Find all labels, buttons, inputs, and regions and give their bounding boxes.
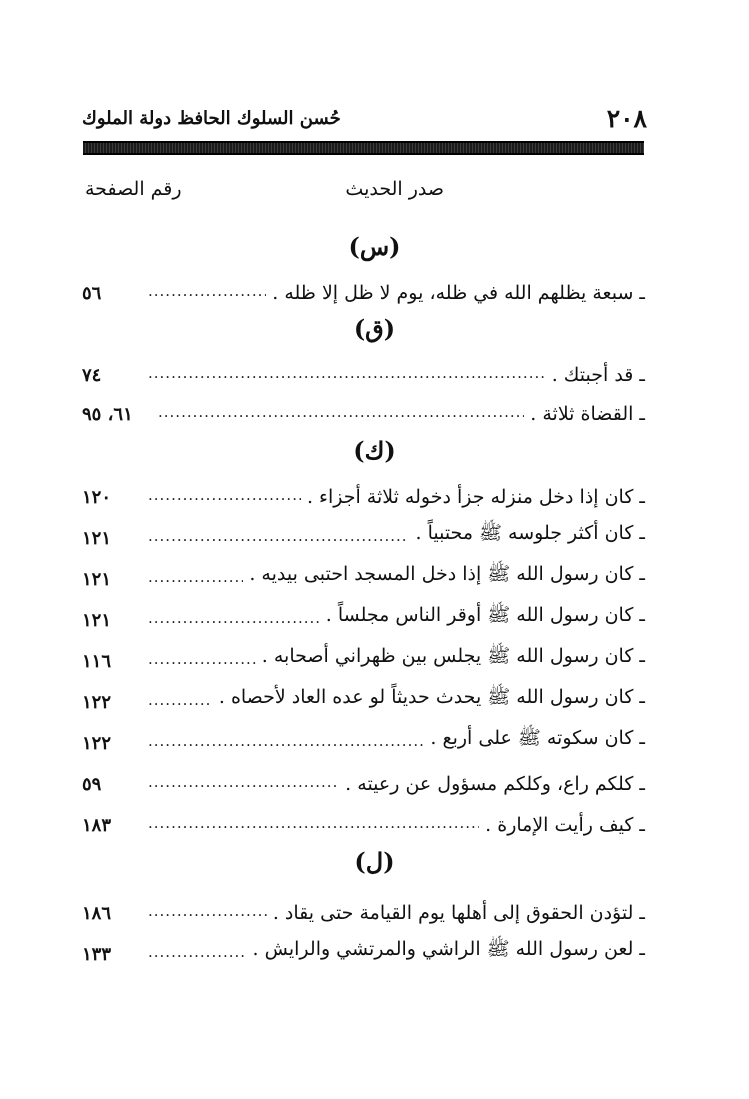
entry-text: ـ كان رسول الله ﷺ يجلس بين ظهراني أصحابه . (261, 645, 645, 667)
entry-text: ـ كان رسول الله ﷺ إذا دخل المسجد احتبى بيديه . (249, 563, 645, 585)
index-entry (82, 391, 645, 425)
index-entry (82, 720, 645, 754)
column-heading-hadith: صدر الحديث (345, 178, 444, 200)
entry-text: ـ لعن رسول الله ﷺ الراشي والمرتشي والرايش . (252, 938, 645, 960)
leader-dots (148, 568, 243, 586)
entry-text: ـ كان سكوته ﷺ على أربع . (430, 727, 645, 749)
leader-dots (148, 527, 409, 545)
entry-text: ـ كيف رأيت الإمارة . (485, 814, 645, 836)
leader-dots (148, 609, 320, 627)
running-header (82, 104, 647, 140)
index-entry (82, 761, 645, 795)
entry-text: ـ قد أجبتك . (551, 364, 645, 386)
index-entry (82, 556, 645, 590)
entry-text: ـ كان رسول الله ﷺ يحدث حديثاً لو عده العاد لأحصاه . (218, 686, 645, 708)
leader-dots (148, 691, 213, 709)
index-entry (82, 474, 645, 508)
index-entry (82, 679, 645, 713)
leader-dots (148, 650, 256, 668)
leader-dots (148, 773, 339, 791)
index-entry (82, 515, 645, 549)
entry-page: ١٨٦ (82, 903, 112, 924)
entry-page: ٧٤ (82, 365, 102, 386)
entry-page: ١٣٣ (82, 944, 112, 965)
section-letter-kaf: (ك) (353, 436, 396, 465)
section-letter-seen: (س) (348, 232, 401, 261)
leader-dots (148, 814, 479, 832)
entry-text: ـ كان إذا دخل منزله جزأ دخوله ثلاثة أجزاء . (306, 486, 645, 508)
entry-text: ـ لتؤدن الحقوق إلى أهلها يوم القيامة حتى يقاد . (272, 902, 645, 924)
section-letter-lam: (ل) (354, 847, 395, 876)
entry-page: ١٢٢ (82, 733, 112, 754)
index-entry (82, 890, 645, 924)
entry-text: ـ القضاة ثلاثة . (530, 403, 645, 425)
entry-text: ـ كلكم راع، وكلكم مسؤول عن رعيته . (345, 773, 645, 795)
index-entry (82, 638, 645, 672)
leader-dots (148, 902, 267, 920)
leader-dots (148, 943, 247, 961)
index-entry (82, 597, 645, 631)
entry-text: ـ كان رسول الله ﷺ أوقر الناس مجلساً . (325, 604, 645, 626)
entry-page: ١٢١ (82, 610, 112, 631)
header-rule (83, 141, 644, 155)
entry-page: ١١٦ (82, 651, 112, 672)
entry-page: ١٢١ (82, 528, 112, 549)
leader-dots (148, 364, 546, 382)
entry-page: ١٢١ (82, 569, 112, 590)
section-letter-qaf: (ق) (353, 314, 396, 343)
leader-dots (148, 486, 301, 504)
entry-page: ٥٩ (82, 774, 102, 795)
entry-text: ـ سبعة يظلهم الله في ظله، يوم لا ظل إلا ظله . (272, 282, 645, 304)
entry-page: ١٢٠ (82, 487, 112, 508)
book-title: حُسن السلوك الحافظ دولة الملوك (82, 108, 341, 129)
page-number: ٢٠٨ (606, 104, 647, 133)
entry-text: ـ كان أكثر جلوسه ﷺ محتبياً . (415, 522, 645, 544)
entry-page: ١٨٣ (82, 815, 112, 836)
leader-dots (148, 732, 424, 750)
index-entry (82, 802, 645, 836)
entry-page: ٦١، ٩٥ (82, 404, 133, 425)
column-heading-page: رقم الصفحة (85, 178, 182, 200)
entry-page: ٥٦ (82, 283, 102, 304)
index-entry (82, 352, 645, 386)
entry-page: ١٢٢ (82, 692, 112, 713)
leader-dots (148, 282, 266, 300)
index-entry (82, 270, 645, 304)
leader-dots (158, 403, 524, 421)
index-entry (82, 931, 645, 965)
